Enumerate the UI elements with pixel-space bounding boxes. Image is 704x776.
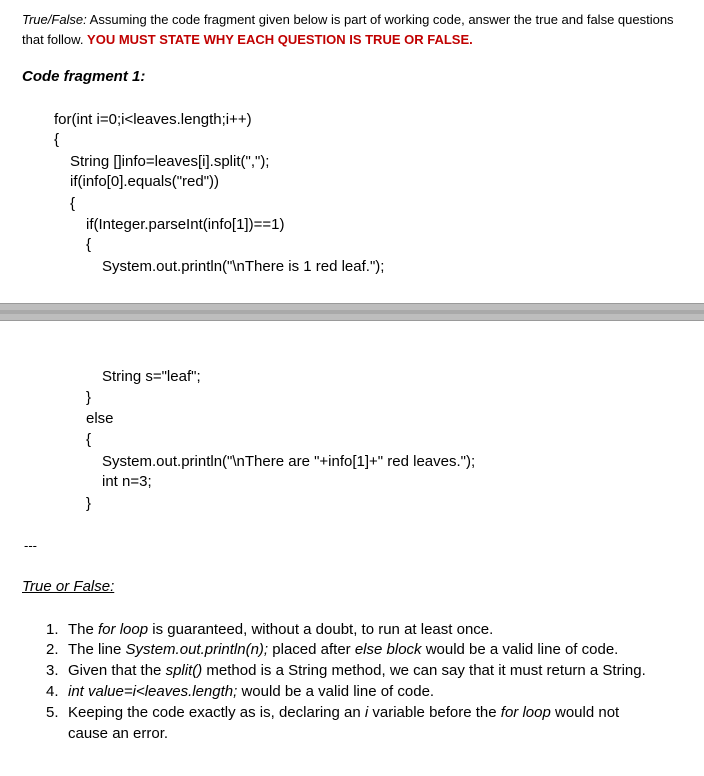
question-text: method is a String method, we can say that it must return a String. xyxy=(202,662,646,679)
question-text: would be a valid line of code. xyxy=(421,641,619,658)
question-number: 1. xyxy=(46,621,59,638)
code-line: { xyxy=(86,431,92,448)
question-number: 3. xyxy=(46,662,59,679)
code-line: System.out.println("\nThere is 1 red leaf."); xyxy=(102,258,385,275)
question-number: 2. xyxy=(46,641,59,658)
question-code: else block xyxy=(354,641,422,658)
instructions-label: True/False: xyxy=(22,12,87,27)
page-break-divider xyxy=(0,303,704,321)
question-text: The xyxy=(68,621,99,638)
code-line: String s="leaf"; xyxy=(102,368,201,385)
separator: --- xyxy=(24,538,37,553)
code-line: if(info[0].equals("red")) xyxy=(70,173,220,190)
code-line: for(int i=0;i<leaves.length;i++) xyxy=(54,111,252,128)
question-code: i xyxy=(364,704,369,721)
code-line: } xyxy=(86,495,92,512)
code-line: System.out.println("\nThere are "+info[1]+" red leaves."); xyxy=(102,453,476,470)
code-line: if(Integer.parseInt(info[1])==1) xyxy=(86,216,285,233)
code-line: { xyxy=(86,236,92,253)
question-2 xyxy=(46,640,618,660)
true-or-false-heading: True or False: xyxy=(22,578,115,595)
code-line: { xyxy=(70,195,76,212)
question-3 xyxy=(46,661,646,681)
code-line: int n=3; xyxy=(102,473,152,490)
instructions-warning: YOU MUST STATE WHY EACH QUESTION IS TRUE OR FALSE. xyxy=(87,32,473,47)
question-5-continuation: cause an error. xyxy=(68,725,169,742)
question-code: System.out.println(n); xyxy=(125,641,269,658)
question-text: would not xyxy=(550,704,620,721)
question-text: would be a valid line of code. xyxy=(237,683,435,700)
question-4 xyxy=(46,682,434,702)
question-code: int value=i<leaves.length; xyxy=(68,683,238,700)
question-text: variable before the xyxy=(368,704,501,721)
question-code: for loop xyxy=(500,704,551,721)
code-line: { xyxy=(54,131,60,148)
question-code: split() xyxy=(165,662,203,679)
question-number: 4. xyxy=(46,683,59,700)
question-text: The line xyxy=(68,641,126,658)
instructions-text: Assuming the code fragment given below is part of working code, answer the true and false questions that follow. xyxy=(22,12,674,47)
code-line: String []info=leaves[i].split(","); xyxy=(70,153,270,170)
question-code: for loop xyxy=(98,621,149,638)
question-1 xyxy=(46,620,493,640)
question-5 xyxy=(46,703,619,723)
code-line: } xyxy=(86,389,92,406)
code-line: else xyxy=(86,410,114,427)
question-text: placed after xyxy=(268,641,355,658)
question-number: 5. xyxy=(46,704,59,721)
instructions xyxy=(22,10,692,50)
question-text: is guaranteed, without a doubt, to run at least once. xyxy=(148,621,494,638)
code-fragment-heading: Code fragment 1: xyxy=(22,68,146,85)
question-text: Given that the xyxy=(68,662,166,679)
question-text: Keeping the code exactly as is, declaring an xyxy=(68,704,365,721)
